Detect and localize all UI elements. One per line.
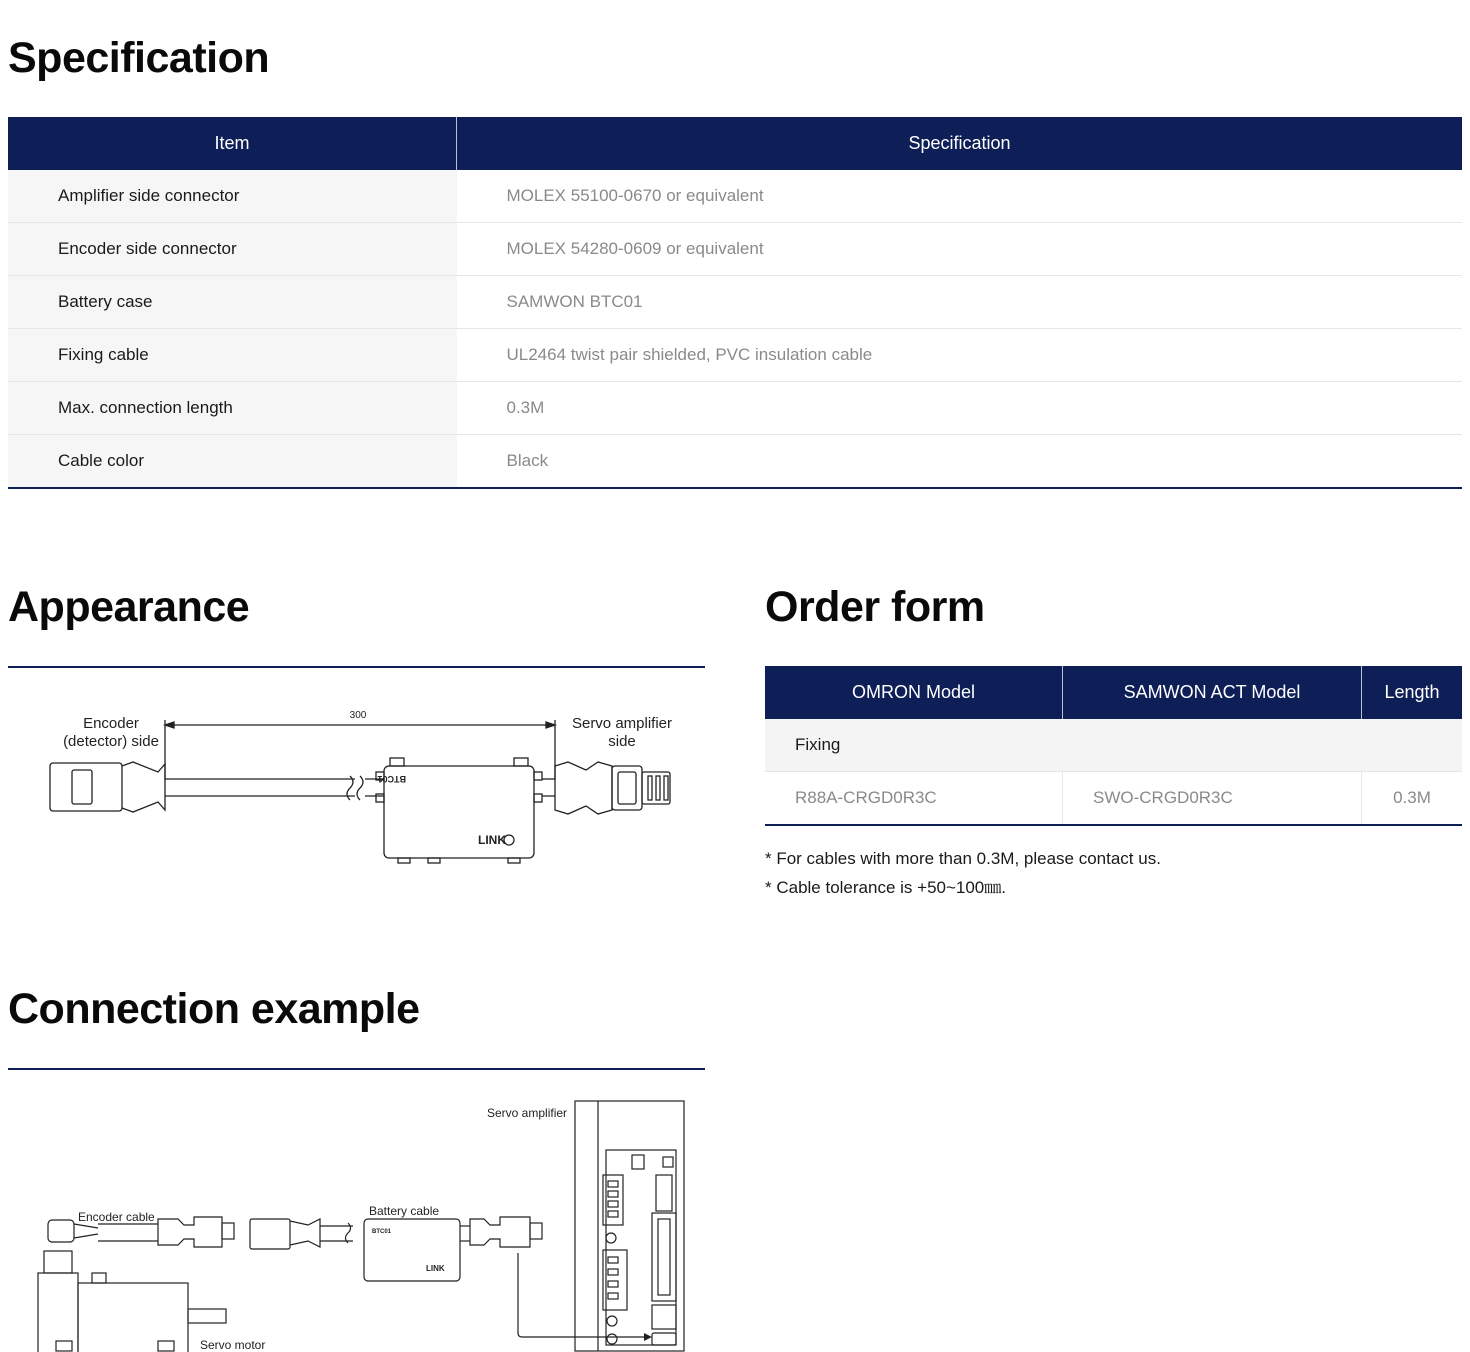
table-row [765,772,1462,826]
logo-mark: LINK [478,833,506,847]
encoder-side-label: Encoder [83,715,139,732]
order-form-title: Order form [765,583,985,631]
dimension-label: 300 [349,710,367,721]
battery-cable-label: Battery cable [369,1204,440,1218]
appearance-divider [8,666,705,668]
note-tolerance: * Cable tolerance is +50~100㎜. [765,878,1006,897]
spec-value: 0.3M [457,382,1463,435]
table-row [8,329,1462,382]
encoder-cable-label: Encoder cable [78,1210,155,1224]
table-row [8,276,1462,329]
spec-value: UL2464 twist pair shielded, PVC insulation cable [457,329,1463,382]
spec-item: Fixing cable [8,329,457,382]
header-item: Item [8,117,457,170]
connection-title: Connection example [8,985,420,1033]
length-value: 0.3M [1362,772,1463,826]
omron-model-value: R88A-CRGD0R3C [765,772,1063,826]
group-label: Fixing [765,719,1462,772]
table-row [8,382,1462,435]
spec-item: Battery case [8,276,457,329]
servo-amplifier-label: Servo amplifier [487,1106,568,1120]
spec-value: Black [457,435,1463,489]
servo-motor-label: Servo motor [200,1338,266,1352]
logo-mark: LINK [426,1264,445,1273]
spec-value: SAMWON BTC01 [457,276,1463,329]
spec-value: MOLEX 54280-0609 or equivalent [457,223,1463,276]
header-specification: Specification [457,117,1463,170]
table-row [765,719,1462,772]
samwon-model-value: SWO-CRGD0R3C [1063,772,1362,826]
header-length: Length [1362,666,1463,719]
specification-table [8,117,1462,489]
amplifier-side-label-2: side [608,733,636,750]
connection-divider [8,1068,705,1070]
note-contact: * For cables with more than 0.3M, please contact us. [765,849,1161,868]
table-row [8,223,1462,276]
order-form-table [765,666,1462,826]
case-mark: BTC01 [372,1229,392,1235]
header-omron-model: OMRON Model [765,666,1063,719]
amplifier-side-label: Servo amplifier [571,715,673,732]
header-samwon-model: SAMWON ACT Model [1063,666,1362,719]
specification-title: Specification [8,34,270,82]
spec-item: Max. connection length [8,382,457,435]
case-mark: BTC01 [377,774,406,784]
encoder-side-label-2: (detector) side [63,733,159,750]
spec-item: Amplifier side connector [8,170,457,223]
appearance-drawing [8,700,705,870]
spec-value: MOLEX 55100-0670 or equivalent [457,170,1463,223]
table-row [8,435,1462,489]
appearance-title: Appearance [8,583,250,631]
spec-item: Encoder side connector [8,223,457,276]
table-row [8,170,1462,223]
spec-item: Cable color [8,435,457,489]
connection-drawing [8,1095,705,1352]
